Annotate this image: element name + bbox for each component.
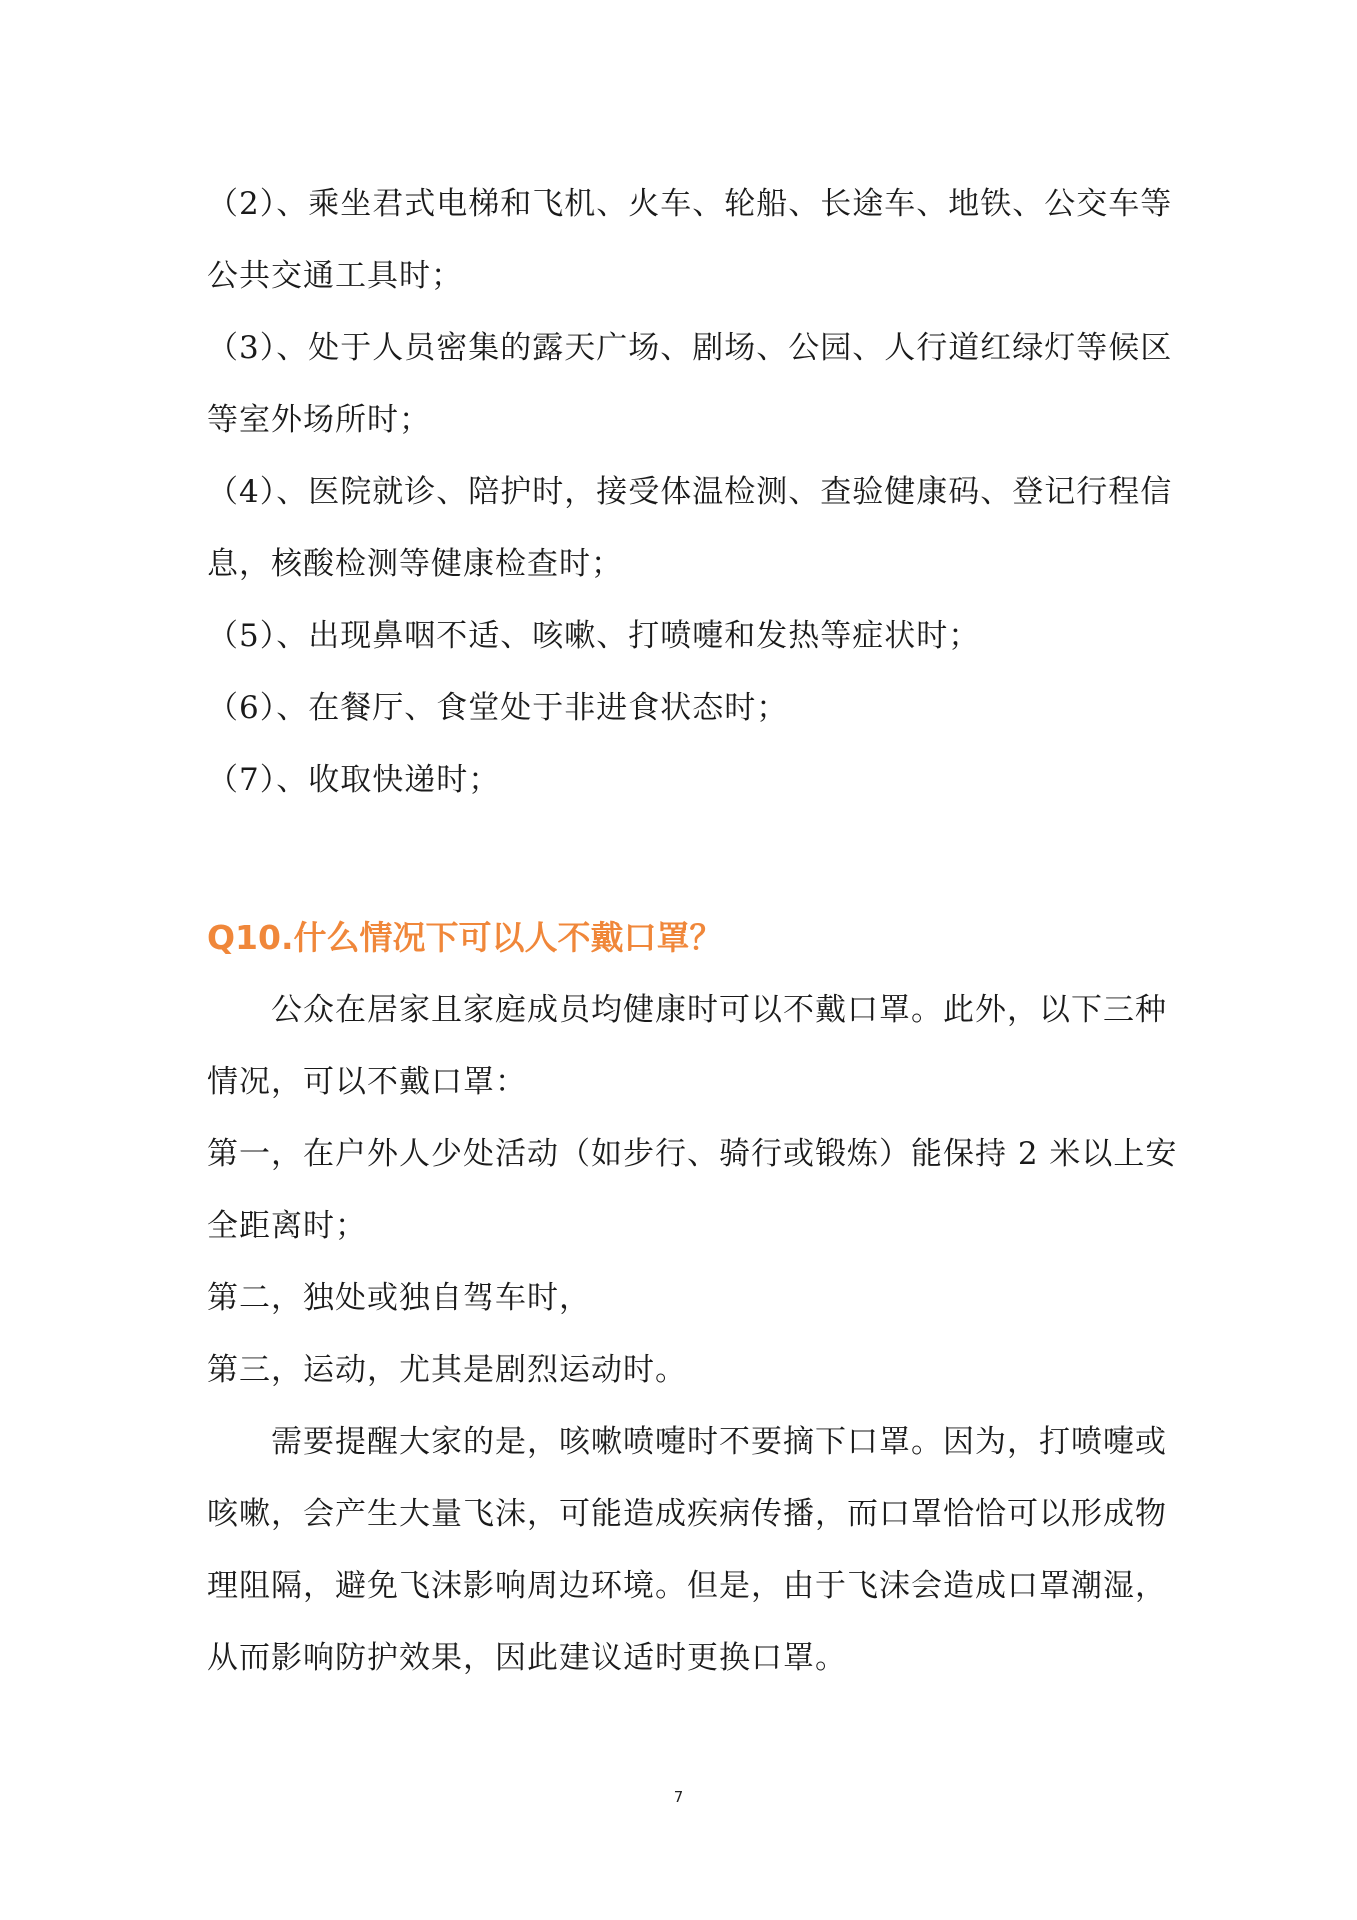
paragraph-line: 从而影响防护效果，因此建议适时更换口罩。 <box>207 1640 847 1676</box>
paragraph-line: 公众在居家且家庭成员均健康时可以不戴口罩。此外，以下三种 <box>271 992 1167 1028</box>
list-item-line: （2）、乘坐君式电梯和飞机、火车、轮船、长途车、地铁、公交车等 <box>207 186 1173 222</box>
page-number: 7 <box>673 1788 684 1806</box>
paragraph-line: 全距离时； <box>207 1208 367 1244</box>
section-heading: Q10.什么情况下可以人不戴口罩？ <box>207 918 723 957</box>
list-item <box>207 456 1173 600</box>
condition-item: 第二，独处或独自驾车时， <box>207 1280 591 1316</box>
paragraph-line: 第一，在户外人少处活动（如步行、骑行或锻炼）能保持 2 米以上安 <box>207 1136 1178 1172</box>
list-item-line: 公共交通工具时； <box>207 258 463 294</box>
reminder-paragraph <box>207 1406 1167 1694</box>
paragraph-line: 需要提醒大家的是，咳嗽喷嚏时不要摘下口罩。因为，打喷嚏或 <box>271 1424 1167 1460</box>
list-item-line: 等室外场所时； <box>207 402 431 438</box>
list-item-line: （6）、在餐厅、食堂处于非进食状态时； <box>207 690 789 726</box>
list-item-line: （7）、收取快递时； <box>207 762 501 798</box>
list-item-line: （4）、医院就诊、陪护时，接受体温检测、查验健康码、登记行程信 <box>207 474 1173 510</box>
page-content <box>207 168 1178 1694</box>
section-spacer <box>207 816 1157 888</box>
condition-item <box>207 1118 1178 1262</box>
list-item-line: 息，核酸检测等健康检查时； <box>207 546 623 582</box>
list-item <box>207 744 1157 816</box>
paragraph-line: 咳嗽，会产生大量飞沫，可能造成疾病传播，而口罩恰恰可以形成物 <box>207 1496 1167 1532</box>
list-item <box>207 168 1173 312</box>
list-item-line: （5）、出现鼻咽不适、咳嗽、打喷嚏和发热等症状时； <box>207 618 981 654</box>
intro-paragraph <box>207 974 1167 1118</box>
list-item-line: （3）、处于人员密集的露天广场、剧场、公园、人行道红绿灯等候区 <box>207 330 1173 366</box>
condition-item: 第三，运动，尤其是剧烈运动时。 <box>207 1352 687 1388</box>
list-item <box>207 312 1173 456</box>
paragraph-line: 情况，可以不戴口罩： <box>207 1064 527 1100</box>
list-item <box>207 672 1157 744</box>
list-item <box>207 600 1157 672</box>
paragraph-line: 理阻隔，避免飞沫影响周边环境。但是，由于飞沫会造成口罩潮湿， <box>207 1568 1167 1604</box>
